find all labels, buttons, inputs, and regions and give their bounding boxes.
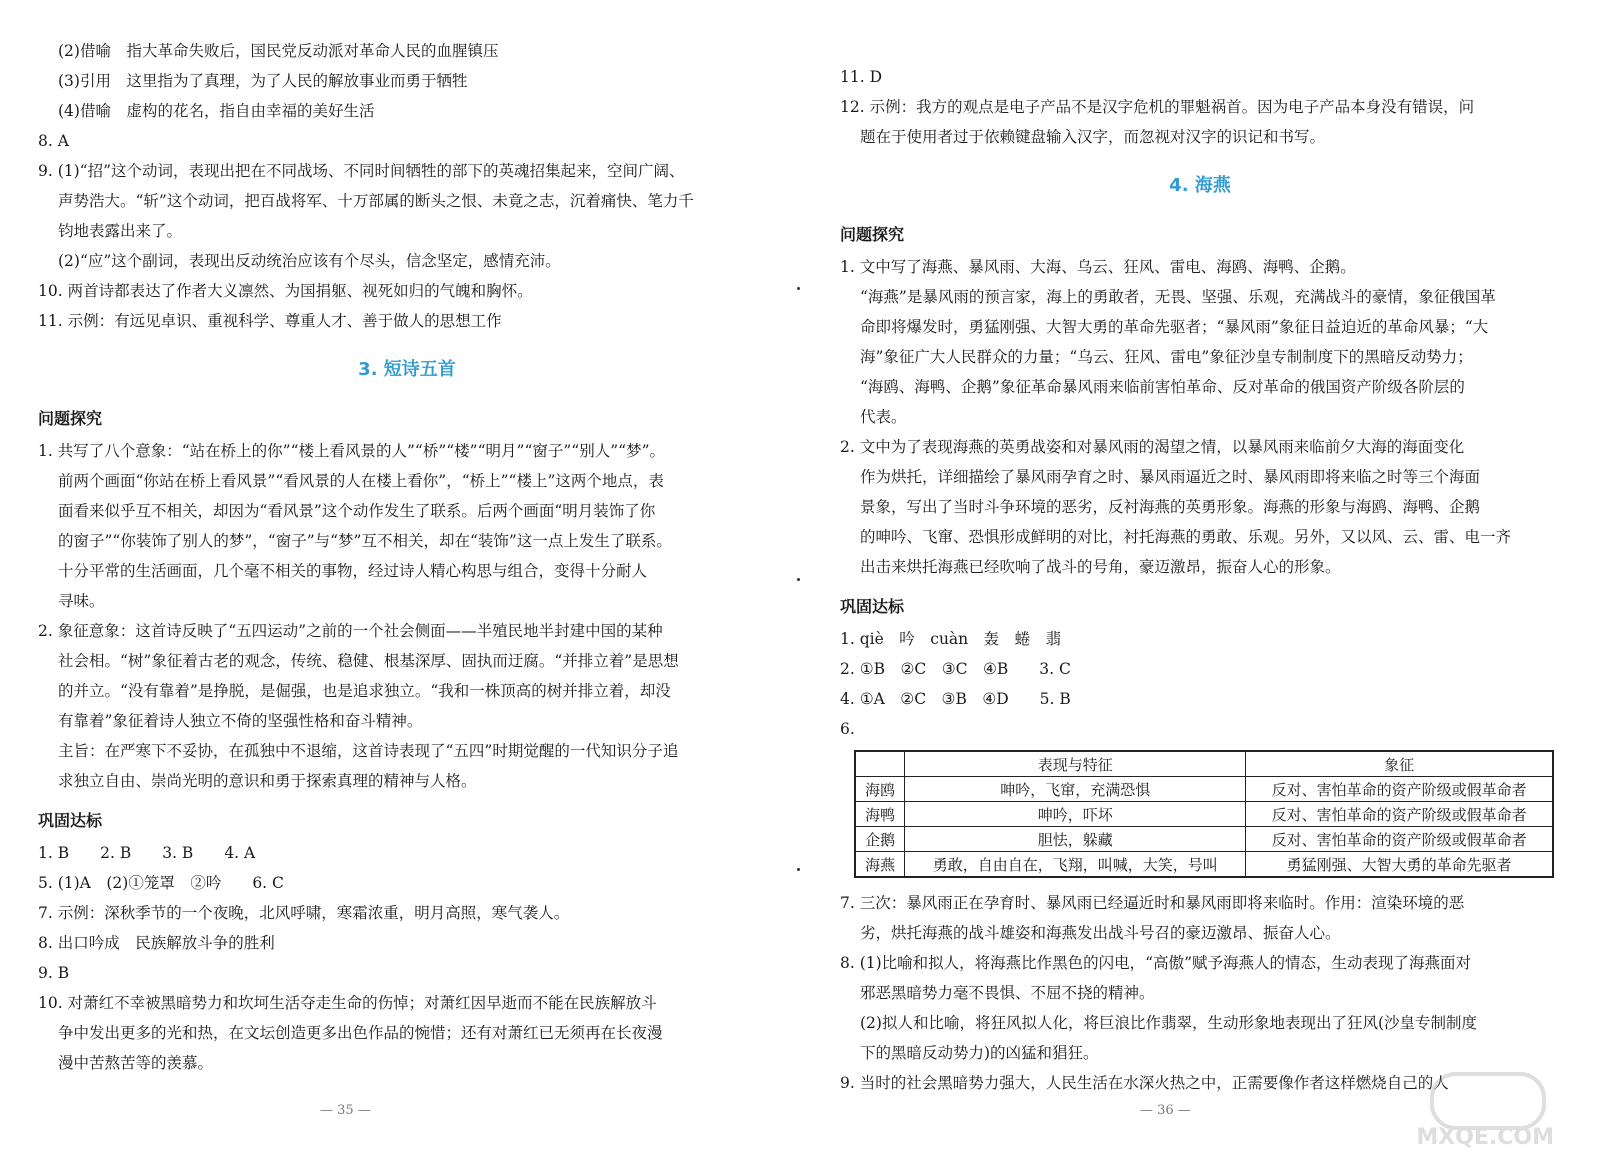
consolidate-line: 9. B xyxy=(38,964,70,982)
table-cell: 海鸭 xyxy=(855,802,905,827)
page-number: — 36 — xyxy=(1140,1103,1191,1118)
text-line: 钧地表露出来了。 xyxy=(58,222,183,240)
table-header-cell: 表现与特征 xyxy=(905,751,1246,777)
consolidate-line: 5. (1)A (2)①笼罩 ②吟 6. C xyxy=(38,874,284,892)
consolidate-line: 漫中苦熬苦等的羡慕。 xyxy=(58,1054,214,1072)
explore-line: 1. 共写了八个意象：“站在桥上的你”“楼上看风景的人”“桥”“楼”“明月”“窗子”“别人”“梦”。 xyxy=(38,442,666,460)
explore-line: 的并立。“没有靠着”是挣脱，是倔强，也是追求独立。“我和一株顶高的树并排立着，却没 xyxy=(58,682,671,700)
answer-11: 11. D xyxy=(840,68,883,86)
explore-line: 有靠着”象征着诗人独立不倚的坚强性格和奋斗精神。 xyxy=(58,712,423,730)
explore-line: 出击来烘托海燕已经吹响了战斗的号角，豪迈激昂，振奋人心的形象。 xyxy=(860,558,1341,576)
answer-10: 10. 两首诗都表达了作者大义凛然、为国捐躯、视死如归的气魄和胸怀。 xyxy=(38,282,533,300)
table-cell: 勇敢，自由自在，飞翔，叫喊，大笑，号叫 xyxy=(905,852,1246,878)
section-title: 4. 海燕 xyxy=(1169,175,1231,196)
table-header-cell: 象征 xyxy=(1246,751,1553,777)
text-line: (2)拟人和比喻，将狂风拟人化，将巨浪比作翡翠，生动形象地表现出了狂风(沙皇专制制度 xyxy=(860,1014,1478,1032)
table-row xyxy=(855,827,1553,852)
explore-line: 社会相。“树”象征着古老的观念，传统、稳健、根基深厚、固执而迂腐。“并排立着”是思想 xyxy=(58,652,679,670)
consolidate-line: 10. 对萧红不幸被黑暗势力和坎坷生活夺走生命的伤悼；对萧红因早逝而不能在民族解放斗 xyxy=(38,994,657,1012)
text-line: 邪恶黑暗势力毫不畏惧、不屈不挠的精神。 xyxy=(860,984,1155,1002)
watermark-url: MXQE.COM xyxy=(1416,1125,1554,1150)
consolidate-line: 6. xyxy=(840,720,855,738)
text-line: 下的黑暗反动势力)的凶猛和猖狂。 xyxy=(860,1044,1099,1062)
explore-line: 面看来似乎互不相关，却因为“看风景”这个动作发生了联系。后两个画面“明月装饰了你 xyxy=(58,502,656,520)
explore-line: 海”象征广大人民群众的力量；“乌云、狂风、雷电”象征沙皇专制制度下的黑暗反动势力； xyxy=(860,348,1473,366)
text-line: 劣，烘托海燕的战斗雄姿和海燕发出战斗号召的豪迈激昂、振奋人心。 xyxy=(860,924,1341,942)
explore-line: 代表。 xyxy=(860,408,907,426)
right-page xyxy=(800,0,1600,1156)
consolidate-line: 2. ①B ②C ③C ④B 3. C xyxy=(840,660,1071,678)
consolidate-line: 4. ①A ②C ③B ④D 5. B xyxy=(840,690,1071,708)
consolidate-line: 7. 示例：深秋季节的一个夜晚，北风呼啸，寒霜浓重，明月高照，寒气袭人。 xyxy=(38,904,570,922)
consolidate-line: 8. 出口吟成 民族解放斗争的胜利 xyxy=(38,934,275,952)
explore-line: “海燕”是暴风雨的预言家，海上的勇敢者，无畏、坚强、乐观，充满战斗的豪情，象征俄国革 xyxy=(860,288,1496,306)
text-line: 题在于使用者过于依赖键盘输入汉字，而忽视对汉字的识记和书写。 xyxy=(860,128,1326,146)
explore-line: 景象，写出了当时斗争环境的恶劣，反衬海燕的英勇形象。海燕的形象与海鸥、海鸭、企鹅 xyxy=(860,498,1481,516)
answer-9: 9. (1)“招”这个动词，表现出把在不同战场、不同时间牺牲的部下的英魂招集起来，空间广阔、 xyxy=(38,162,685,180)
section-heading-explore: 问题探究 xyxy=(38,409,103,428)
answer-12: 12. 示例：我方的观点是电子产品不是汉字危机的罪魁祸首。因为电子产品本身没有错误，问 xyxy=(840,98,1475,116)
explore-line: 的呻吟、飞窜、恐惧形成鲜明的对比，衬托海燕的勇敢、乐观。另外，又以风、云、雷、电一齐 xyxy=(860,528,1512,546)
explore-line: 求独立自由、崇尚光明的意识和勇于探索真理的精神与人格。 xyxy=(58,772,477,790)
explore-line: 前两个画面“你站在桥上看风景”“看风景的人在楼上看你”，“桥上”“楼上”这两个地点，表 xyxy=(58,472,664,490)
table-row xyxy=(855,777,1553,802)
table-cell: 反对、害怕革命的资产阶级或假革命者 xyxy=(1246,777,1553,802)
section-title: 3. 短诗五首 xyxy=(358,359,456,380)
table-cell: 反对、害怕革命的资产阶级或假革命者 xyxy=(1246,827,1553,852)
section-heading-explore: 问题探究 xyxy=(840,225,905,244)
section-heading-consolidate: 巩固达标 xyxy=(840,597,905,616)
watermark-logo xyxy=(1404,1072,1554,1150)
binding-dot xyxy=(797,868,800,871)
explore-line: 的窗子”“你装饰了别人的梦”，“窗子”与“梦”互不相关，却在“装饰”这一点上发生了联系。 xyxy=(58,532,672,550)
page-number: — 35 — xyxy=(320,1103,371,1118)
text-line: 声势浩大。“斩”这个动词，把百战将军、十万部属的断头之恨、未竟之志，沉着痛快、笔力千 xyxy=(58,192,694,210)
consolidate-line: 1. qiè 吟 cuàn 轰 蜷 翡 xyxy=(840,630,1062,648)
table-cell: 呻吟，飞窜，充满恐惧 xyxy=(905,777,1246,802)
consolidate-line: 争中发出更多的光和热，在文坛创造更多出色作品的惋惜；还有对萧红已无须再在长夜漫 xyxy=(58,1024,663,1042)
section-heading-consolidate: 巩固达标 xyxy=(38,811,103,830)
table-row xyxy=(855,802,1553,827)
answer-8: 8. (1)比喻和拟人，将海燕比作黑色的闪电，“高傲”赋予海燕人的情态，生动表现了海燕面对 xyxy=(840,954,1472,972)
watermark-badge-icon xyxy=(1430,1072,1546,1130)
explore-line: 作为烘托，详细描绘了暴风雨孕育之时、暴风雨逼近之时、暴风雨即将来临之时等三个海面 xyxy=(860,468,1481,486)
table-row xyxy=(855,852,1553,878)
symbol-table xyxy=(854,750,1554,878)
table-header-cell xyxy=(855,751,905,777)
explore-line: “海鸥、海鸭、企鹅”象征革命暴风雨来临前害怕革命、反对革命的俄国资产阶级各阶层的 xyxy=(860,378,1465,396)
text-line: (4)借喻 虚构的花名，指自由幸福的美好生活 xyxy=(58,102,375,120)
answer-11: 11. 示例：有远见卓识、重视科学、尊重人才、善于做人的思想工作 xyxy=(38,312,502,330)
explore-line: 命即将爆发时，勇猛刚强、大智大勇的革命先驱者；“暴风雨”象征日益迫近的革命风暴；“大 xyxy=(860,318,1489,336)
answer-7: 7. 三次：暴风雨正在孕育时、暴风雨已经逼近时和暴风雨即将来临时。作用：渲染环境的恶 xyxy=(840,894,1465,912)
table-cell: 胆怯，躲藏 xyxy=(905,827,1246,852)
binding-dot xyxy=(797,287,800,290)
table-cell: 呻吟，吓坏 xyxy=(905,802,1246,827)
table-cell: 勇猛刚强、大智大勇的革命先驱者 xyxy=(1246,852,1553,878)
answer-8: 8. A xyxy=(38,132,69,150)
binding-dot xyxy=(797,578,800,581)
explore-line: 寻味。 xyxy=(58,592,105,610)
text-line: (2)借喻 指大革命失败后，国民党反动派对革命人民的血腥镇压 xyxy=(58,42,499,60)
explore-line: 十分平常的生活画面，几个毫不相关的事物，经过诗人精心构思与组合，变得十分耐人 xyxy=(58,562,648,580)
text-line: (3)引用 这里指为了真理，为了人民的解放事业而勇于牺牲 xyxy=(58,72,468,90)
table-header-row xyxy=(855,751,1553,777)
explore-line: 主旨：在严寒下不妥协，在孤独中不退缩，这首诗表现了“五四”时期觉醒的一代知识分子追 xyxy=(58,742,679,760)
explore-line: 2. 象征意象：这首诗反映了“五四运动”之前的一个社会侧面——半殖民地半封建中国的某种 xyxy=(38,622,663,640)
explore-line: 1. 文中写了海燕、暴风雨、大海、乌云、狂风、雷电、海鸥、海鸭、企鹅。 xyxy=(840,258,1356,276)
table-cell: 反对、害怕革命的资产阶级或假革命者 xyxy=(1246,802,1553,827)
text-line: (2)“应”这个副词，表现出反动统治应该有个尽头，信念坚定，感情充沛。 xyxy=(58,252,561,270)
explore-line: 2. 文中为了表现海燕的英勇战姿和对暴风雨的渴望之情，以暴风雨来临前夕大海的海面变化 xyxy=(840,438,1465,456)
table-cell: 海鸥 xyxy=(855,777,905,802)
table-cell: 企鹅 xyxy=(855,827,905,852)
consolidate-line: 1. B 2. B 3. B 4. A xyxy=(38,844,256,862)
table-cell: 海燕 xyxy=(855,852,905,878)
answer-9: 9. 当时的社会黑暗势力强大，人民生活在水深火热之中，正需要像作者这样燃烧自己的人 xyxy=(840,1074,1449,1092)
